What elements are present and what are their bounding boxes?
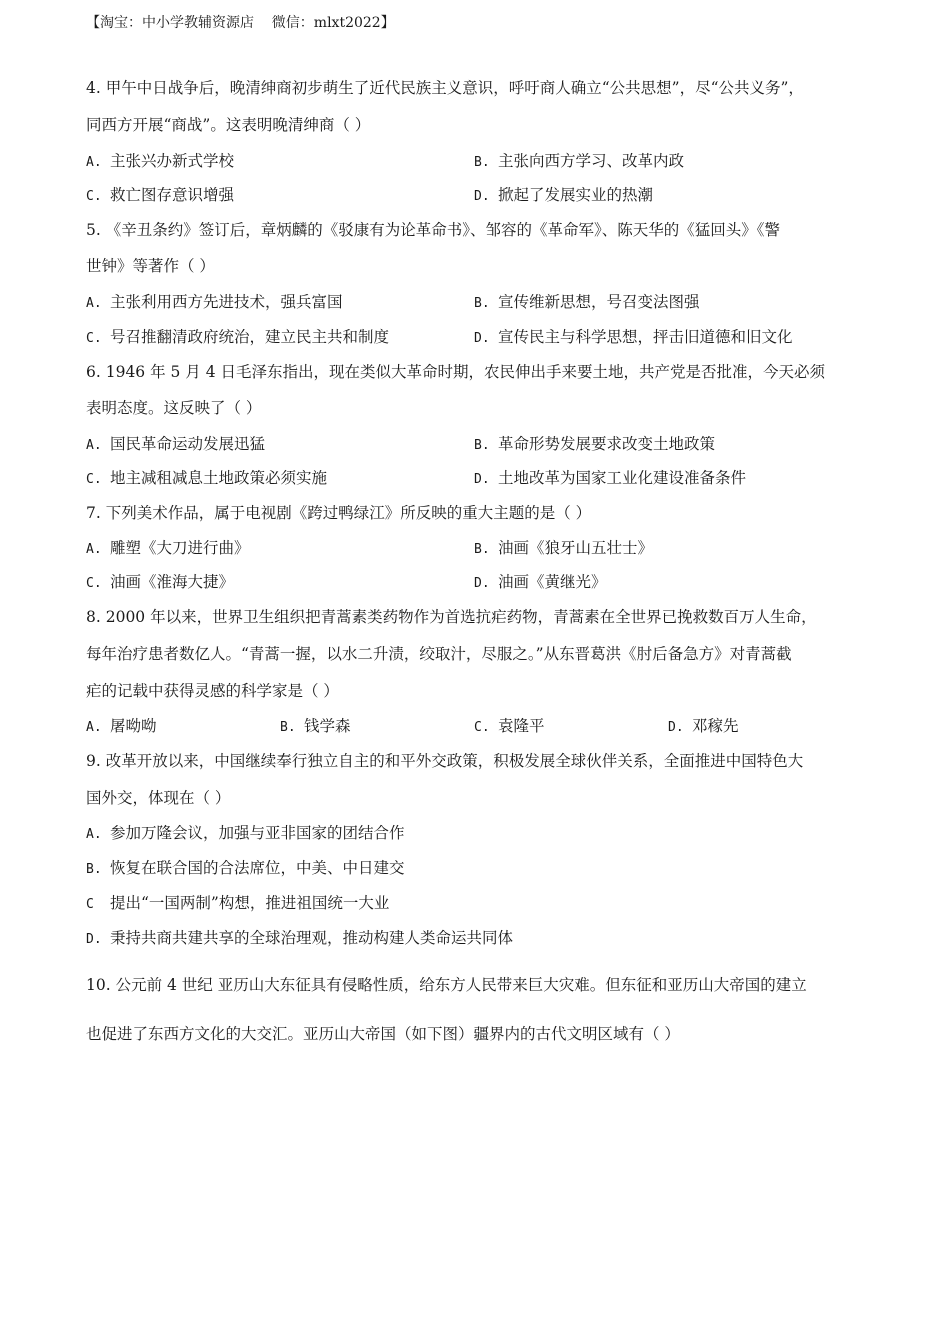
question-8-option-b[interactable] xyxy=(280,714,351,736)
question-9-option-d[interactable] xyxy=(86,926,513,948)
option-text: 国民革命运动发展迅猛 xyxy=(110,435,266,453)
question-6-option-d[interactable] xyxy=(474,466,746,488)
option-letter: B. xyxy=(280,720,296,735)
question-9-text-line-2: 国外交，体现在（ ） xyxy=(86,789,231,807)
option-text: 主张兴办新式学校 xyxy=(110,152,235,170)
option-text: 恢复在联合国的合法席位，中美、中日建交 xyxy=(110,859,405,877)
question-7-option-b[interactable] xyxy=(474,536,653,558)
option-text: 雕塑《大刀进行曲》 xyxy=(110,539,250,557)
option-text: 号召推翻清政府统治，建立民主共和制度 xyxy=(110,328,390,346)
option-letter: D. xyxy=(474,472,490,487)
option-letter: C. xyxy=(86,331,102,346)
question-4-option-d[interactable] xyxy=(474,183,653,205)
option-text: 主张利用西方先进技术，强兵富国 xyxy=(110,293,343,311)
option-text: 土地改革为国家工业化建设准备条件 xyxy=(498,469,747,487)
option-text: 秉持共商共建共享的全球治理观，推动构建人类命运共同体 xyxy=(110,929,514,947)
option-text: 救亡图存意识增强 xyxy=(110,186,235,204)
option-text: 邓稼先 xyxy=(692,717,739,735)
question-7-option-c[interactable] xyxy=(86,570,234,592)
header-watermark: 【淘宝：中小学教辅资源店 微信：mlxt2022】 xyxy=(86,15,395,31)
question-8-option-d[interactable] xyxy=(668,714,739,736)
question-6-option-c[interactable] xyxy=(86,466,327,488)
option-text: 油画《黄继光》 xyxy=(498,573,607,591)
question-8-option-a[interactable] xyxy=(86,714,157,736)
option-text: 宣传民主与科学思想，抨击旧道德和旧文化 xyxy=(498,328,793,346)
option-text: 油画《狼牙山五壮士》 xyxy=(498,539,654,557)
question-10-text-line-2: 也促进了东西方文化的大交汇。亚历山大帝国（如下图）疆界内的古代文明区域有（ ） xyxy=(86,1025,680,1043)
option-letter: B. xyxy=(474,155,490,170)
option-letter: D. xyxy=(86,932,102,947)
option-text: 宣传维新思想，号召变法图强 xyxy=(498,293,700,311)
question-4-text-line-1: 4. 甲午中日战争后，晚清绅商初步萌生了近代民族主义意识，呼吁商人确立“公共思想”，尽“公共义务”， xyxy=(86,79,804,97)
option-letter: C. xyxy=(86,576,102,591)
option-letter: C. xyxy=(86,189,102,204)
question-4-option-a[interactable] xyxy=(86,149,234,171)
question-9-option-b[interactable] xyxy=(86,856,405,878)
question-8-text-line-1: 8. 2000 年以来，世界卫生组织把青蒿素类药物作为首选抗疟药物，青蒿素在全世界已挽救数百万人生命， xyxy=(86,608,817,626)
question-5-option-b[interactable] xyxy=(474,290,700,312)
option-letter: C xyxy=(86,897,94,912)
question-4-option-c[interactable] xyxy=(86,183,234,205)
option-letter: D. xyxy=(668,720,684,735)
option-letter: D. xyxy=(474,576,490,591)
option-letter: A. xyxy=(86,827,102,842)
question-8-option-c[interactable] xyxy=(474,714,545,736)
option-letter: C. xyxy=(86,472,102,487)
question-5-text-line-2: 世钟》等著作（ ） xyxy=(86,257,215,275)
question-4-text-line-2: 同西方开展“商战”。这表明晚清绅商（ ） xyxy=(86,116,371,134)
question-5-option-d[interactable] xyxy=(474,325,793,347)
option-text: 钱学森 xyxy=(304,717,351,735)
question-5-text-line-1: 5. 《辛丑条约》签订后，章炳麟的《驳康有为论革命书》、邹容的《革命军》、陈天华的《猛回头》《警 xyxy=(86,221,780,239)
question-6-text-line-1: 6. 1946 年 5 月 4 日毛泽东指出，现在类似大革命时期，农民伸出手来要土地，共产党是否批准，今天必须 xyxy=(86,363,826,381)
question-9-option-a[interactable] xyxy=(86,821,405,843)
option-letter: A. xyxy=(86,542,102,557)
option-letter: B. xyxy=(474,542,490,557)
question-4-option-b[interactable] xyxy=(474,149,684,171)
question-5-option-c[interactable] xyxy=(86,325,389,347)
option-text: 屠呦呦 xyxy=(110,717,157,735)
question-6-text-line-2: 表明态度。这反映了（ ） xyxy=(86,399,262,417)
question-9-text-line-1: 9. 改革开放以来，中国继续奉行独立自主的和平外交政策，积极发展全球伙伴关系，全面推进中国特色大 xyxy=(86,752,804,770)
option-letter: A. xyxy=(86,155,102,170)
option-text: 地主减租减息土地政策必须实施 xyxy=(110,469,328,487)
option-text: 革命形势发展要求改变土地政策 xyxy=(498,435,716,453)
option-letter: B. xyxy=(86,862,102,877)
option-letter: B. xyxy=(474,296,490,311)
option-letter: D. xyxy=(474,331,490,346)
question-8-text-line-3: 疟的记载中获得灵感的科学家是（ ） xyxy=(86,682,339,700)
question-7-option-a[interactable] xyxy=(86,536,250,558)
option-letter: A. xyxy=(86,438,102,453)
option-text: 袁隆平 xyxy=(498,717,545,735)
option-text: 油画《淮海大捷》 xyxy=(110,573,235,591)
option-text: 参加万隆会议，加强与亚非国家的团结合作 xyxy=(110,824,405,842)
question-10-text-line-1: 10. 公元前 4 世纪 亚历山大东征具有侵略性质，给东方人民带来巨大灾难。但东征和亚历山大帝国的建立 xyxy=(86,976,807,994)
question-6-option-b[interactable] xyxy=(474,432,715,454)
question-6-option-a[interactable] xyxy=(86,432,265,454)
option-letter: D. xyxy=(474,189,490,204)
question-9-option-c[interactable] xyxy=(86,891,389,913)
option-letter: A. xyxy=(86,720,102,735)
question-7-text-line-1: 7. 下列美术作品，属于电视剧《跨过鸭绿江》所反映的重大主题的是（ ） xyxy=(86,504,592,522)
option-text: 主张向西方学习、改革内政 xyxy=(498,152,685,170)
option-letter: B. xyxy=(474,438,490,453)
option-text: 掀起了发展实业的热潮 xyxy=(498,186,654,204)
option-text: 提出“一国两制”构想，推进祖国统一大业 xyxy=(110,894,390,912)
question-8-text-line-2: 每年治疗患者数亿人。“青蒿一握，以水二升渍，绞取汁，尽服之。”从东晋葛洪《肘后备急方》对青蒿截 xyxy=(86,645,792,663)
option-letter: A. xyxy=(86,296,102,311)
option-letter: C. xyxy=(474,720,490,735)
question-7-option-d[interactable] xyxy=(474,570,607,592)
question-5-option-a[interactable] xyxy=(86,290,343,312)
